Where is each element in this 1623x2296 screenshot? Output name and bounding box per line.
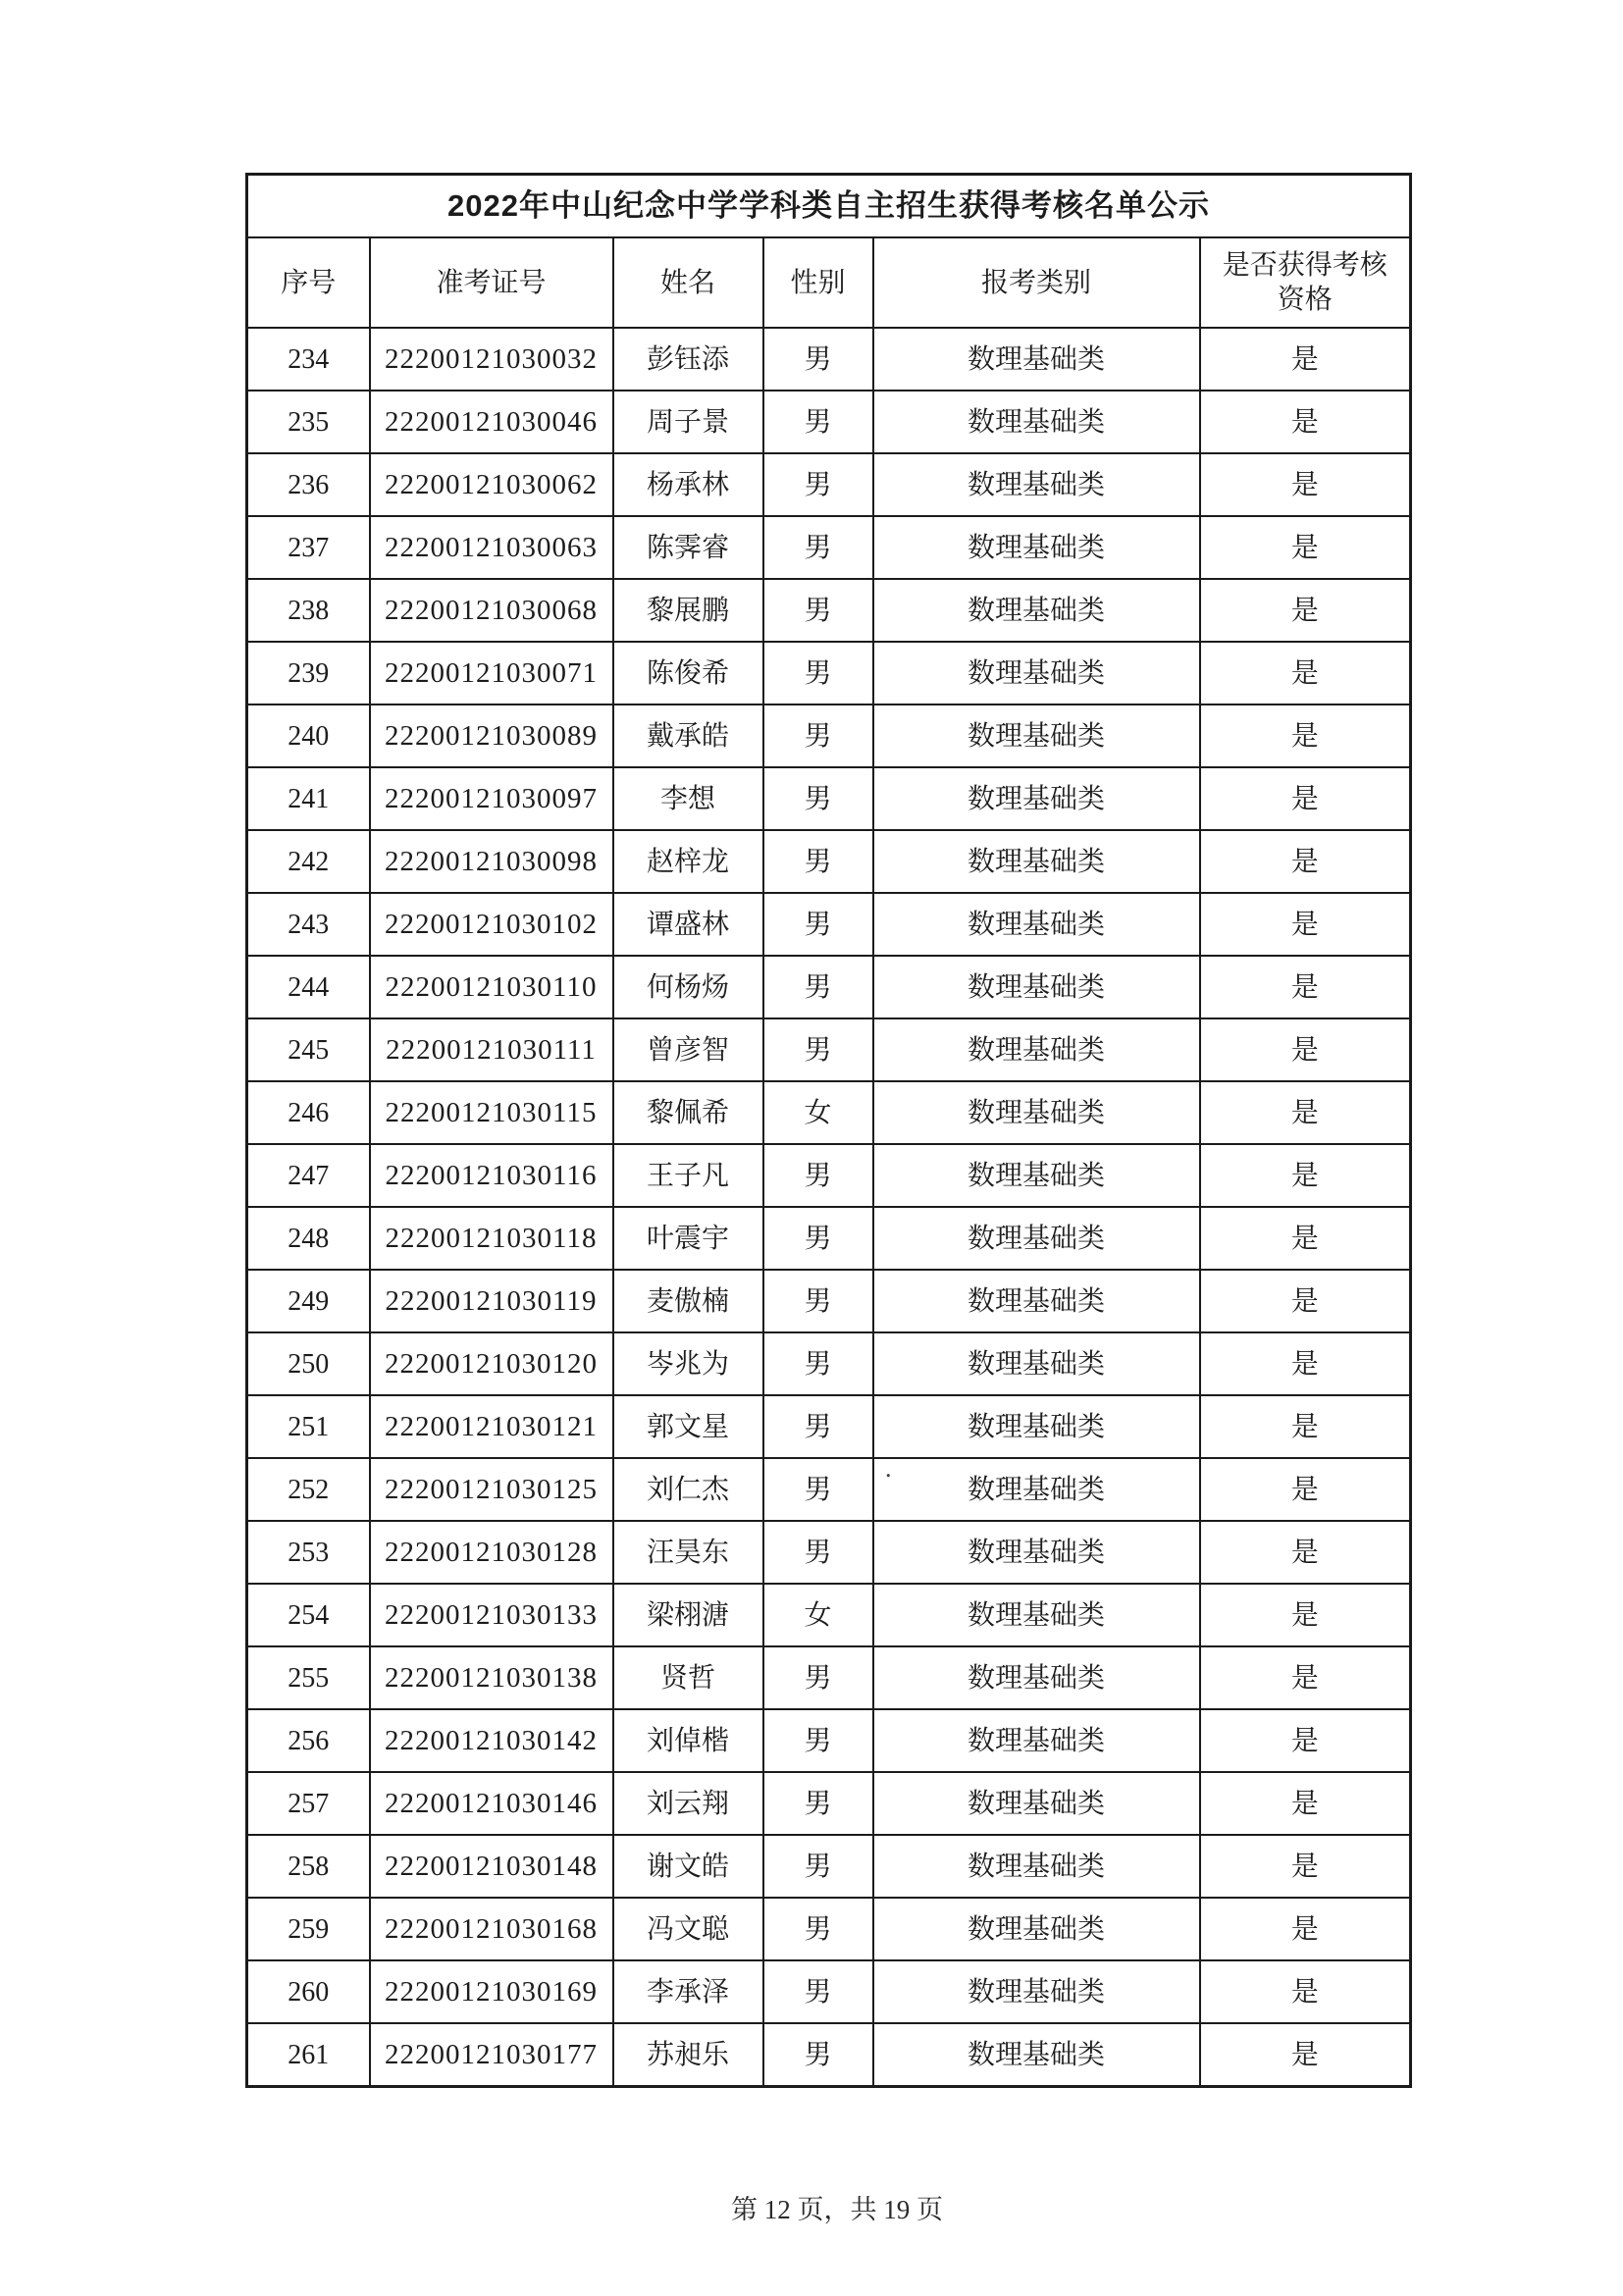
cell-no: 259 xyxy=(247,1898,370,1960)
cell-no: 261 xyxy=(247,2023,370,2087)
cell-exam-id: 22200121030063 xyxy=(370,516,613,579)
cell-category: 数理基础类 xyxy=(873,1521,1200,1584)
cell-category: 数理基础类 xyxy=(873,2023,1200,2087)
table-row xyxy=(247,1521,1411,1584)
cell-qualified: 是 xyxy=(1200,2023,1411,2087)
cell-no: 249 xyxy=(247,1270,370,1332)
cell-category: 数理基础类 xyxy=(873,453,1200,516)
cell-name: 叶震宇 xyxy=(613,1207,763,1270)
cell-exam-id: 22200121030098 xyxy=(370,830,613,893)
cell-gender: 男 xyxy=(763,704,873,767)
table-body xyxy=(247,328,1411,2087)
cell-category: 数理基础类 xyxy=(873,956,1200,1018)
cell-no: 254 xyxy=(247,1584,370,1646)
cell-name: 郭文星 xyxy=(613,1395,763,1458)
col-header-category: 报考类别 xyxy=(873,237,1200,328)
cell-gender: 男 xyxy=(763,1018,873,1081)
cell-exam-id: 22200121030168 xyxy=(370,1898,613,1960)
table-row xyxy=(247,767,1411,830)
cell-name: 谭盛林 xyxy=(613,893,763,956)
cell-qualified: 是 xyxy=(1200,642,1411,704)
table-row xyxy=(247,1332,1411,1395)
table-row xyxy=(247,391,1411,453)
cell-qualified: 是 xyxy=(1200,1584,1411,1646)
table-row xyxy=(247,1207,1411,1270)
cell-qualified: 是 xyxy=(1200,1458,1411,1521)
table-head xyxy=(247,175,1411,329)
cell-exam-id: 22200121030068 xyxy=(370,579,613,642)
cell-category: 数理基础类 xyxy=(873,1207,1200,1270)
cell-name: 岑兆为 xyxy=(613,1332,763,1395)
table-row xyxy=(247,1081,1411,1144)
cell-category: 数理基础类 xyxy=(873,1898,1200,1960)
cell-category: 数理基础类 xyxy=(873,391,1200,453)
table-row xyxy=(247,1960,1411,2023)
cell-qualified: 是 xyxy=(1200,830,1411,893)
cell-exam-id: 22200121030062 xyxy=(370,453,613,516)
cell-exam-id: 22200121030116 xyxy=(370,1144,613,1207)
cell-no: 242 xyxy=(247,830,370,893)
cell-category: 数理基础类 xyxy=(873,579,1200,642)
page-footer: 第 12 页，共 19 页 xyxy=(731,2195,943,2224)
cell-exam-id: 22200121030138 xyxy=(370,1646,613,1709)
cell-exam-id: 22200121030032 xyxy=(370,328,613,391)
cell-exam-id: 22200121030119 xyxy=(370,1270,613,1332)
cell-qualified: 是 xyxy=(1200,453,1411,516)
cell-gender: 男 xyxy=(763,767,873,830)
cell-qualified: 是 xyxy=(1200,1207,1411,1270)
cell-gender: 男 xyxy=(763,1395,873,1458)
cell-category: 数理基础类 xyxy=(873,1144,1200,1207)
cell-exam-id: 22200121030142 xyxy=(370,1709,613,1772)
table-row xyxy=(247,579,1411,642)
cell-no: 247 xyxy=(247,1144,370,1207)
cell-qualified: 是 xyxy=(1200,1898,1411,1960)
cell-category: 数理基础类 xyxy=(873,1018,1200,1081)
table-row xyxy=(247,453,1411,516)
cell-exam-id: 22200121030133 xyxy=(370,1584,613,1646)
cell-category: 数理基础类 xyxy=(873,893,1200,956)
cell-gender: 男 xyxy=(763,956,873,1018)
cell-gender: 男 xyxy=(763,642,873,704)
cell-qualified: 是 xyxy=(1200,1960,1411,2023)
cell-exam-id: 22200121030097 xyxy=(370,767,613,830)
cell-name: 赵梓龙 xyxy=(613,830,763,893)
cell-no: 250 xyxy=(247,1332,370,1395)
table-row xyxy=(247,1395,1411,1458)
cell-no: 257 xyxy=(247,1772,370,1835)
cell-exam-id: 22200121030125 xyxy=(370,1458,613,1521)
cell-exam-id: 22200121030110 xyxy=(370,956,613,1018)
cell-qualified: 是 xyxy=(1200,893,1411,956)
table-row xyxy=(247,1584,1411,1646)
cell-name: 李想 xyxy=(613,767,763,830)
cell-category: 数理基础类 xyxy=(873,830,1200,893)
cell-no: 246 xyxy=(247,1081,370,1144)
col-header-gender: 性别 xyxy=(763,237,873,328)
cell-gender: 男 xyxy=(763,1960,873,2023)
cell-exam-id: 22200121030071 xyxy=(370,642,613,704)
cell-qualified: 是 xyxy=(1200,328,1411,391)
table-row xyxy=(247,328,1411,391)
cell-gender: 男 xyxy=(763,893,873,956)
cell-gender: 男 xyxy=(763,391,873,453)
cell-name: 黎展鹏 xyxy=(613,579,763,642)
table-row xyxy=(247,893,1411,956)
cell-qualified: 是 xyxy=(1200,1835,1411,1898)
cell-category: 数理基础类 xyxy=(873,1772,1200,1835)
table-row xyxy=(247,1772,1411,1835)
cell-gender: 男 xyxy=(763,1709,873,1772)
cell-gender: 女 xyxy=(763,1584,873,1646)
cell-exam-id: 22200121030177 xyxy=(370,2023,613,2087)
cell-no: 243 xyxy=(247,893,370,956)
cell-name: 麦傲楠 xyxy=(613,1270,763,1332)
cell-no: 251 xyxy=(247,1395,370,1458)
cell-name: 彭钰添 xyxy=(613,328,763,391)
col-header-qualified: 是否获得考核资格 xyxy=(1200,237,1411,328)
cell-category: 数理基础类 xyxy=(873,328,1200,391)
table-row xyxy=(247,1898,1411,1960)
cell-category: 数理基础类 xyxy=(873,704,1200,767)
cell-name: 贤哲 xyxy=(613,1646,763,1709)
cell-gender: 男 xyxy=(763,516,873,579)
cell-name: 刘云翔 xyxy=(613,1772,763,1835)
cell-exam-id: 22200121030115 xyxy=(370,1081,613,1144)
cell-gender: 男 xyxy=(763,1646,873,1709)
cell-qualified: 是 xyxy=(1200,1018,1411,1081)
table-row xyxy=(247,1270,1411,1332)
cell-no: 244 xyxy=(247,956,370,1018)
table-row xyxy=(247,1835,1411,1898)
cell-no: 260 xyxy=(247,1960,370,2023)
cell-qualified: 是 xyxy=(1200,1144,1411,1207)
cell-qualified: 是 xyxy=(1200,516,1411,579)
cell-name: 周子景 xyxy=(613,391,763,453)
cell-no: 248 xyxy=(247,1207,370,1270)
cell-category: 数理基础类 xyxy=(873,1709,1200,1772)
cell-no: 240 xyxy=(247,704,370,767)
cell-exam-id: 22200121030148 xyxy=(370,1835,613,1898)
cell-name: 冯文聪 xyxy=(613,1898,763,1960)
cell-no: 252 xyxy=(247,1458,370,1521)
cell-no: 236 xyxy=(247,453,370,516)
cell-qualified: 是 xyxy=(1200,1270,1411,1332)
cell-gender: 男 xyxy=(763,1144,873,1207)
cell-category: 数理基础类 xyxy=(873,767,1200,830)
col-header-name: 姓名 xyxy=(613,237,763,328)
table-row xyxy=(247,1018,1411,1081)
cell-qualified: 是 xyxy=(1200,704,1411,767)
cell-qualified: 是 xyxy=(1200,1395,1411,1458)
cell-no: 238 xyxy=(247,579,370,642)
cell-category: 数理基础类 xyxy=(873,1332,1200,1395)
cell-category: 数理基础类 xyxy=(873,516,1200,579)
table-row xyxy=(247,1144,1411,1207)
cell-gender: 男 xyxy=(763,453,873,516)
cell-category: 数理基础类 xyxy=(873,1584,1200,1646)
cell-name: 刘倬楷 xyxy=(613,1709,763,1772)
cell-name: 戴承皓 xyxy=(613,704,763,767)
header-row xyxy=(247,237,1411,328)
cell-name: 刘仁杰 xyxy=(613,1458,763,1521)
table-row xyxy=(247,830,1411,893)
cell-no: 241 xyxy=(247,767,370,830)
cell-category: 数理基础类 xyxy=(873,1270,1200,1332)
cell-exam-id: 22200121030089 xyxy=(370,704,613,767)
cell-name: 王子凡 xyxy=(613,1144,763,1207)
cell-name: 陈霁睿 xyxy=(613,516,763,579)
cell-exam-id: 22200121030111 xyxy=(370,1018,613,1081)
cell-exam-id: 22200121030046 xyxy=(370,391,613,453)
cell-gender: 男 xyxy=(763,1458,873,1521)
cell-gender: 男 xyxy=(763,1835,873,1898)
cell-gender: 男 xyxy=(763,1898,873,1960)
cell-gender: 男 xyxy=(763,579,873,642)
cell-gender: 男 xyxy=(763,1332,873,1395)
col-header-no: 序号 xyxy=(247,237,370,328)
cell-name: 陈俊希 xyxy=(613,642,763,704)
cell-no: 255 xyxy=(247,1646,370,1709)
cell-no: 256 xyxy=(247,1709,370,1772)
cell-gender: 男 xyxy=(763,830,873,893)
cell-gender: 男 xyxy=(763,2023,873,2087)
cell-category: 数理基础类 xyxy=(873,1081,1200,1144)
table-row xyxy=(247,2023,1411,2087)
cell-qualified: 是 xyxy=(1200,1772,1411,1835)
cell-qualified: 是 xyxy=(1200,391,1411,453)
cell-name: 曾彦智 xyxy=(613,1018,763,1081)
cell-gender: 男 xyxy=(763,1207,873,1270)
table-row xyxy=(247,642,1411,704)
title-row xyxy=(247,175,1411,238)
cell-category: 数理基础类 xyxy=(873,1960,1200,2023)
cell-qualified: 是 xyxy=(1200,579,1411,642)
cell-name: 汪昊东 xyxy=(613,1521,763,1584)
table-row xyxy=(247,1646,1411,1709)
cell-no: 253 xyxy=(247,1521,370,1584)
cell-category: 数理基础类 xyxy=(873,1458,1200,1521)
cell-no: 258 xyxy=(247,1835,370,1898)
table-row xyxy=(247,956,1411,1018)
cell-name: 黎佩希 xyxy=(613,1081,763,1144)
cell-name: 谢文皓 xyxy=(613,1835,763,1898)
cell-category: 数理基础类 xyxy=(873,1646,1200,1709)
table-row xyxy=(247,1458,1411,1521)
cell-name: 杨承林 xyxy=(613,453,763,516)
cell-exam-id: 22200121030146 xyxy=(370,1772,613,1835)
cell-no: 234 xyxy=(247,328,370,391)
cell-name: 何杨炀 xyxy=(613,956,763,1018)
cell-category: 数理基础类 xyxy=(873,1835,1200,1898)
cell-qualified: 是 xyxy=(1200,1646,1411,1709)
cell-no: 245 xyxy=(247,1018,370,1081)
cell-qualified: 是 xyxy=(1200,1521,1411,1584)
cell-qualified: 是 xyxy=(1200,1332,1411,1395)
cell-gender: 男 xyxy=(763,1521,873,1584)
col-header-exam-id: 准考证号 xyxy=(370,237,613,328)
cell-exam-id: 22200121030128 xyxy=(370,1521,613,1584)
cell-gender: 男 xyxy=(763,1270,873,1332)
cell-qualified: 是 xyxy=(1200,1709,1411,1772)
cell-name: 梁栩溏 xyxy=(613,1584,763,1646)
cell-exam-id: 22200121030118 xyxy=(370,1207,613,1270)
cell-qualified: 是 xyxy=(1200,1081,1411,1144)
table-row xyxy=(247,1709,1411,1772)
page-title: 2022年中山纪念中学学科类自主招生获得考核名单公示 xyxy=(247,175,1411,238)
cell-gender: 男 xyxy=(763,1772,873,1835)
cell-category: 数理基础类 xyxy=(873,1395,1200,1458)
cell-gender: 男 xyxy=(763,328,873,391)
cell-exam-id: 22200121030102 xyxy=(370,893,613,956)
cell-exam-id: 22200121030121 xyxy=(370,1395,613,1458)
cell-gender: 女 xyxy=(763,1081,873,1144)
cell-qualified: 是 xyxy=(1200,767,1411,830)
table-row xyxy=(247,704,1411,767)
cell-name: 李承泽 xyxy=(613,1960,763,2023)
cell-no: 239 xyxy=(247,642,370,704)
cell-category: 数理基础类 xyxy=(873,642,1200,704)
scan-artifact-dot: . xyxy=(885,1454,892,1483)
cell-exam-id: 22200121030120 xyxy=(370,1332,613,1395)
cell-no: 235 xyxy=(247,391,370,453)
roster-table xyxy=(245,173,1412,2088)
cell-exam-id: 22200121030169 xyxy=(370,1960,613,2023)
cell-qualified: 是 xyxy=(1200,956,1411,1018)
cell-name: 苏昶乐 xyxy=(613,2023,763,2087)
table-row xyxy=(247,516,1411,579)
cell-no: 237 xyxy=(247,516,370,579)
